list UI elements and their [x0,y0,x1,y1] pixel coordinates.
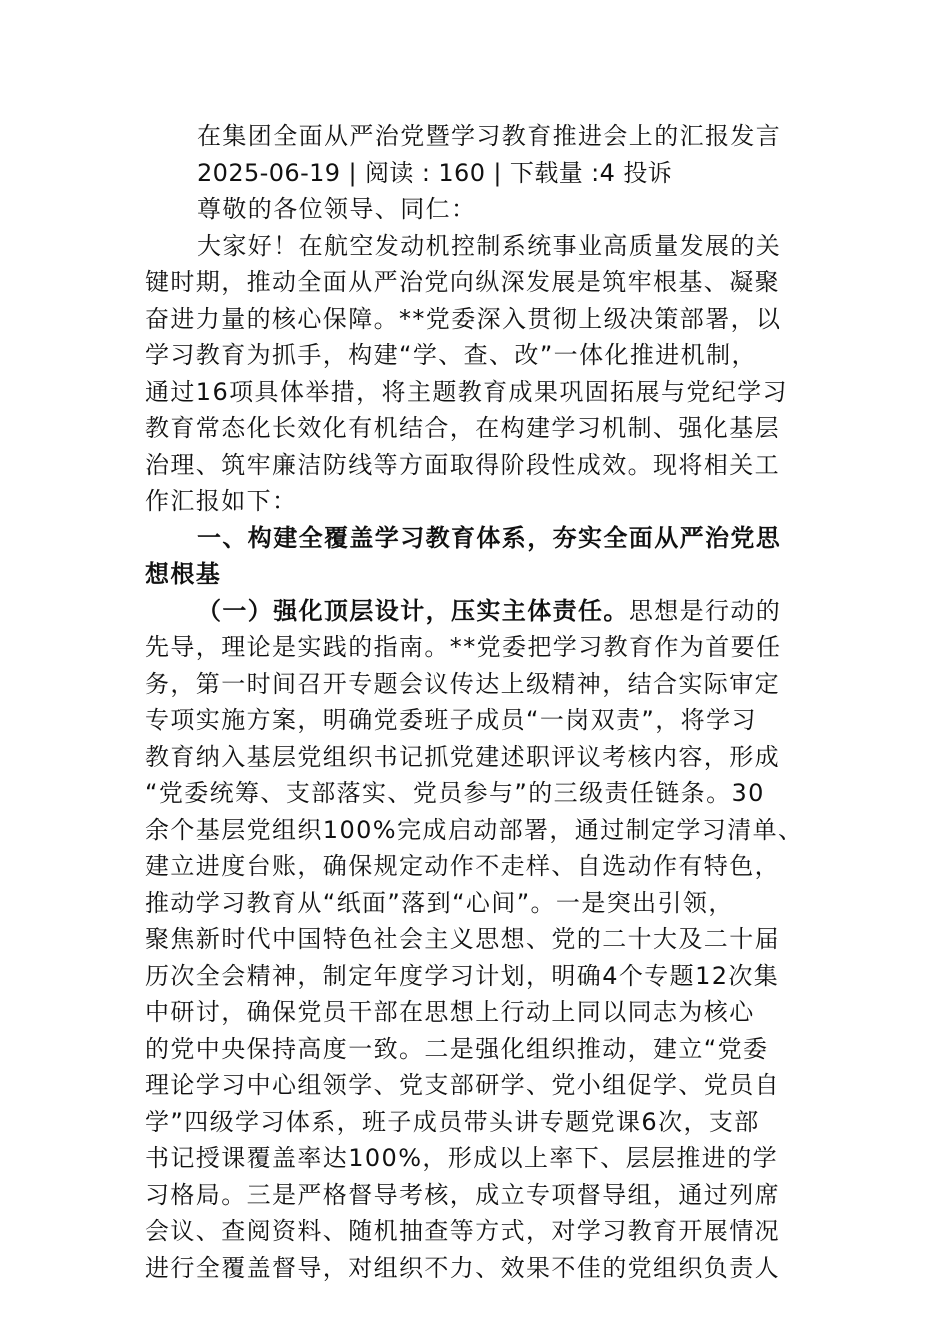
salutation: 尊敬的各位领导、同仁： [197,195,477,223]
subsection-first-line-text: 思想是行动的 [628,596,782,625]
paragraph-line: 教育纳入基层党组织书记抓党建述职评议考核内容，形成 [145,742,780,771]
paragraph-line: 会议、查阅资料、随机抽查等方式，对学习教育开展情况 [145,1217,780,1245]
subsection-first-line [145,593,807,630]
paragraph-line: 建立进度台账，确保规定动作不走样、自选动作有特色， [145,852,780,880]
paragraph-line: 聚焦新时代中国特色社会主义思想、党的二十大及二十届 [145,925,780,953]
paragraph-line: 中研讨，确保党员干部在思想上行动上同以同志为核心 [145,998,755,1026]
document-page [145,118,807,1286]
paragraph-line: 历次全会精神，制定年度学习计划，明确4个专题12次集 [145,961,780,990]
paragraph-line: 推动学习教育从“纸面”落到“心间”。一是突出引领， [145,888,734,917]
paragraph-line: 学习教育为抓手，构建“学、查、改”一体化推进机制， [145,341,757,369]
paragraph-line: 通过16项具体举措，将主题教育成果巩固拓展与党纪学习 [145,377,788,406]
paragraph-line: 作汇报如下： [145,487,298,515]
paragraph-line: 专项实施方案，明确党委班子成员“一岗双责”，将学习 [145,706,757,734]
paragraph-line: 的党中央保持高度一致。二是强化组织推动，建立“党委 [145,1034,769,1063]
section-heading-line: 想根基 [145,560,222,588]
paragraph-line: 理论学习中心组领学、党支部研学、党小组促学、党员自 [145,1071,780,1099]
section-heading [145,520,807,593]
intro-paragraph [145,228,807,520]
paragraph-line: 习格局。三是严格督导考核，成立专项督导组，通过列席 [145,1180,780,1209]
paragraph-line: 余个基层党组织100%完成启动部署，通过制定学习清单、 [145,815,804,844]
paragraph-line: 书记授课覆盖率达100%，形成以上率下、层层推进的学 [145,1144,779,1172]
paragraph-line: 进行全覆盖督导，对组织不力、效果不佳的党组织负责人 [145,1253,780,1282]
subsection-paragraph [145,593,807,1287]
paragraph-line: 务，第一时间召开专题会议传达上级精神，结合实际审定 [145,669,780,698]
paragraph-line: 奋进力量的核心保障。**党委深入贯彻上级决策部署，以 [145,304,782,333]
document-title: 在集团全面从严治党暨学习教育推进会上的汇报发言 [197,122,782,150]
document-meta: 2025-06-19 | 阅读 : 160 | 下载量 :4 投诉 [197,158,673,187]
section-heading-line: 一、构建全覆盖学习教育体系，夯实全面从严治党思 [197,523,782,552]
paragraph-line: “党委统筹、支部落实、党员参与”的三级责任链条。30 [145,779,765,807]
paragraph-line: 大家好！在航空发动机控制系统事业高质量发展的关 [197,231,782,260]
paragraph-line: 治理、筑牢廉洁防线等方面取得阶段性成效。现将相关工 [145,450,780,479]
paragraph-line: 先导，理论是实践的指南。**党委把学习教育作为首要任 [145,633,782,661]
paragraph-line: 学”四级学习体系，班子成员带头讲专题党课6次，支部 [145,1107,760,1136]
paragraph-line: 键时期，推动全面从严治党向纵深发展是筑牢根基、凝聚 [145,268,780,296]
subsection-heading: （一）强化顶层设计，压实主体责任。 [197,596,629,625]
paragraph-line: 教育常态化长效化有机结合，在构建学习机制、强化基层 [145,414,780,442]
